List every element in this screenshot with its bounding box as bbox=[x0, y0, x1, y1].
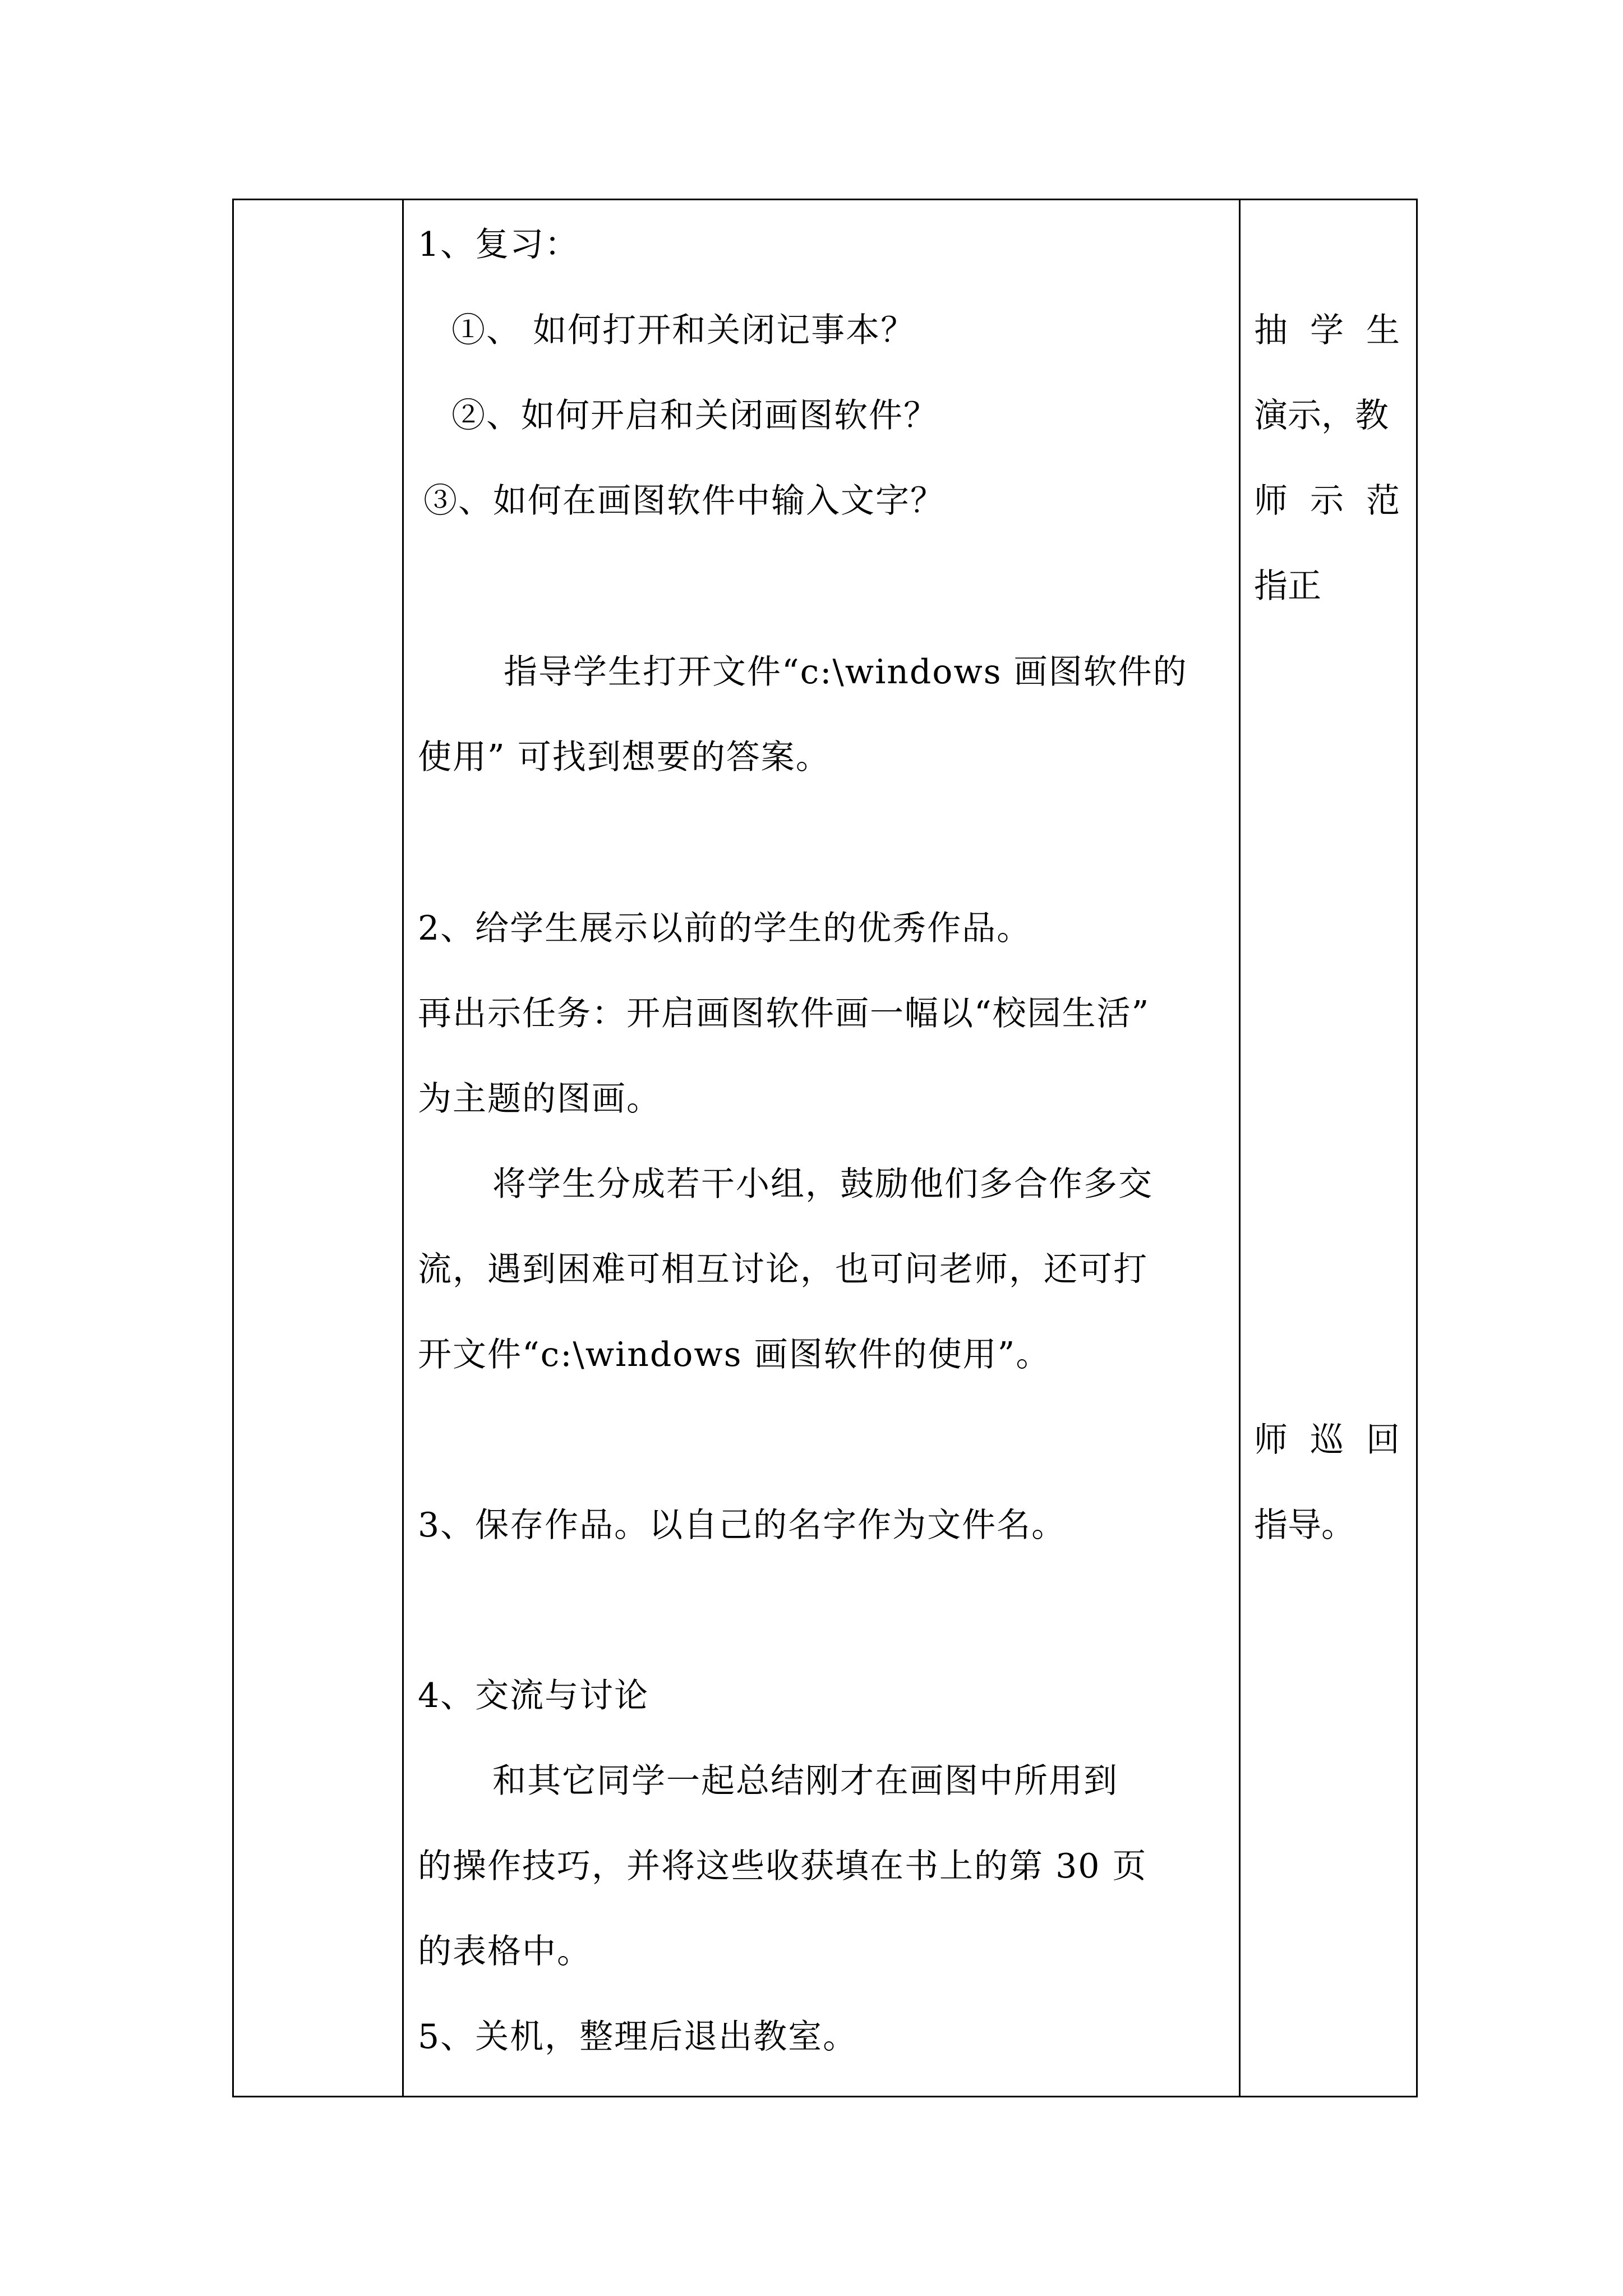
review-question-2: ②、如何开启和关闭画图软件？ bbox=[451, 396, 938, 435]
step3-text: 3、保存作品。以自己的名字作为文件名。 bbox=[418, 1506, 1067, 1545]
review-heading: 1、复习： bbox=[418, 225, 580, 264]
discuss-text-line-1: 和其它同学一起总结刚才在画图中所用到 bbox=[492, 1761, 1118, 1801]
column-divider-right bbox=[1239, 200, 1241, 2096]
teacher-note-line-6: 指导。 bbox=[1254, 1506, 1355, 1545]
group-text-line-2: 流，遇到困难可相互讨论，也可问老师，还可打 bbox=[418, 1250, 1148, 1289]
teacher-note-line-4: 指正 bbox=[1254, 567, 1321, 606]
step2-heading: 2、给学生展示以前的学生的优秀作品。 bbox=[418, 909, 1032, 948]
teacher-note-line-3: 师示范 bbox=[1254, 481, 1422, 521]
teacher-note-line-1: 抽学生 bbox=[1254, 311, 1422, 350]
teacher-note-line-2: 演示，教 bbox=[1254, 396, 1389, 435]
review-question-3: ③、如何在画图软件中输入文字？ bbox=[423, 481, 945, 521]
discuss-text-line-2: 的操作技巧，并将这些收获填在书上的第 30 页 bbox=[418, 1847, 1147, 1886]
discuss-text-line-3: 的表格中。 bbox=[418, 1932, 592, 1971]
task-text-line-1: 再出示任务：开启画图软件画一幅以“校园生活” bbox=[418, 994, 1150, 1033]
review-question-1: ①、 如何打开和关闭记事本？ bbox=[451, 311, 916, 350]
guide-text-line-2: 使用” 可找到想要的答案。 bbox=[418, 738, 831, 777]
step4-heading: 4、交流与讨论 bbox=[418, 1676, 649, 1715]
guide-text-line-1: 指导学生打开文件“c:\windows 画图软件的 bbox=[504, 652, 1188, 692]
column-divider-left bbox=[402, 200, 404, 2096]
teacher-note-line-5: 师巡回 bbox=[1254, 1420, 1422, 1460]
step5-text: 5、关机，整理后退出教室。 bbox=[418, 2017, 858, 2056]
group-text-line-1: 将学生分成若干小组，鼓励他们多合作多交 bbox=[492, 1165, 1153, 1204]
task-text-line-2: 为主题的图画。 bbox=[418, 1079, 661, 1119]
group-text-line-3: 开文件“c:\windows 画图软件的使用”。 bbox=[418, 1335, 1051, 1374]
